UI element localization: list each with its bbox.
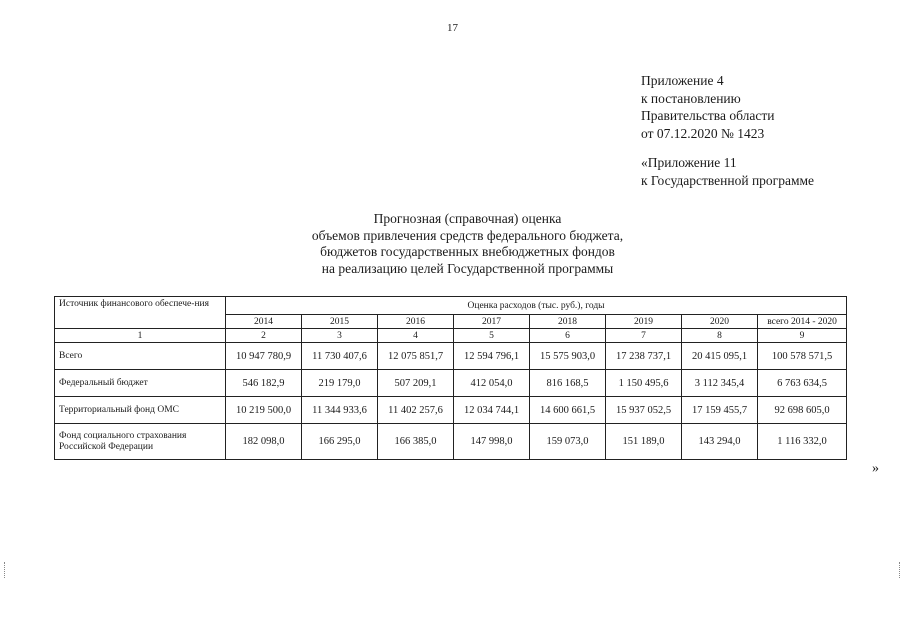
value-cell: 12 034 744,1 xyxy=(454,397,530,424)
year-header: всего 2014 - 2020 xyxy=(758,315,847,329)
year-header: 2017 xyxy=(454,315,530,329)
year-header: 2015 xyxy=(302,315,378,329)
value-cell: 507 209,1 xyxy=(378,370,454,397)
value-cell: 219 179,0 xyxy=(302,370,378,397)
value-cell: 166 295,0 xyxy=(302,424,378,460)
appendix-line: Правительства области xyxy=(641,108,775,123)
table-row xyxy=(55,343,847,370)
value-cell: 15 575 903,0 xyxy=(530,343,606,370)
value-cell: 12 594 796,1 xyxy=(454,343,530,370)
value-cell: 11 730 407,6 xyxy=(302,343,378,370)
value-cell: 6 763 634,5 xyxy=(758,370,847,397)
source-header: Источник финансового обеспече-ния xyxy=(55,297,226,329)
estimate-header: Оценка расходов (тыс. руб.), годы xyxy=(226,297,847,315)
value-cell: 17 238 737,1 xyxy=(606,343,682,370)
table-row xyxy=(55,424,847,460)
value-cell: 546 182,9 xyxy=(226,370,302,397)
appendix-line: к постановлению xyxy=(641,90,741,106)
appendix-block xyxy=(641,72,814,189)
scan-edge-mark-right xyxy=(899,562,901,578)
value-cell: 166 385,0 xyxy=(378,424,454,460)
page-number: 17 xyxy=(447,22,458,34)
column-number: 4 xyxy=(378,329,454,343)
table-row xyxy=(55,397,847,424)
year-header: 2020 xyxy=(682,315,758,329)
column-number: 3 xyxy=(302,329,378,343)
value-cell: 12 075 851,7 xyxy=(378,343,454,370)
value-cell: 20 415 095,1 xyxy=(682,343,758,370)
value-cell: 14 600 661,5 xyxy=(530,397,606,424)
estimate-table xyxy=(54,296,847,460)
row-label: Территориальный фонд ОМС xyxy=(55,397,226,424)
value-cell: 151 189,0 xyxy=(606,424,682,460)
value-cell: 816 168,5 xyxy=(530,370,606,397)
appendix-line: от 07.12.2020 № 1423 xyxy=(641,125,765,141)
value-cell: 10 947 780,9 xyxy=(226,343,302,370)
title-line: бюджетов государственных внебюджетных фондов xyxy=(320,244,615,259)
row-label: Фонд социального страхования Российской Федерации xyxy=(55,424,226,460)
scan-edge-mark-left xyxy=(4,562,6,578)
column-number: 2 xyxy=(226,329,302,343)
year-header: 2018 xyxy=(530,315,606,329)
column-number: 1 xyxy=(55,329,226,343)
document-title xyxy=(0,211,905,277)
year-header: 2019 xyxy=(606,315,682,329)
value-cell: 1 116 332,0 xyxy=(758,424,847,460)
sub-appendix-line: к Государственной программе xyxy=(641,172,815,188)
column-number: 9 xyxy=(758,329,847,343)
row-label: Федеральный бюджет xyxy=(55,370,226,397)
value-cell: 412 054,0 xyxy=(454,370,530,397)
value-cell: 100 578 571,5 xyxy=(758,343,847,370)
sub-appendix-line: «Приложение 11 xyxy=(641,155,737,170)
title-line: на реализацию целей Государственной программы xyxy=(321,260,614,276)
column-number: 7 xyxy=(606,329,682,343)
column-number: 5 xyxy=(454,329,530,343)
title-line: Прогнозная (справочная) оценка xyxy=(373,211,562,226)
value-cell: 10 219 500,0 xyxy=(226,397,302,424)
value-cell: 1 150 495,6 xyxy=(606,370,682,397)
value-cell: 159 073,0 xyxy=(530,424,606,460)
column-number: 8 xyxy=(682,329,758,343)
value-cell: 147 998,0 xyxy=(454,424,530,460)
value-cell: 11 402 257,6 xyxy=(378,397,454,424)
year-header: 2016 xyxy=(378,315,454,329)
value-cell: 17 159 455,7 xyxy=(682,397,758,424)
closing-quote: » xyxy=(872,461,879,476)
value-cell: 182 098,0 xyxy=(226,424,302,460)
column-number: 6 xyxy=(530,329,606,343)
year-header: 2014 xyxy=(226,315,302,329)
value-cell: 3 112 345,4 xyxy=(682,370,758,397)
table-row xyxy=(55,370,847,397)
row-label: Всего xyxy=(55,343,226,370)
value-cell: 143 294,0 xyxy=(682,424,758,460)
appendix-line: Приложение 4 xyxy=(641,73,724,88)
value-cell: 11 344 933,6 xyxy=(302,397,378,424)
title-line: объемов привлечения средств федерального бюджета, xyxy=(311,227,624,243)
value-cell: 92 698 605,0 xyxy=(758,397,847,424)
value-cell: 15 937 052,5 xyxy=(606,397,682,424)
appendix-gap xyxy=(641,142,814,154)
